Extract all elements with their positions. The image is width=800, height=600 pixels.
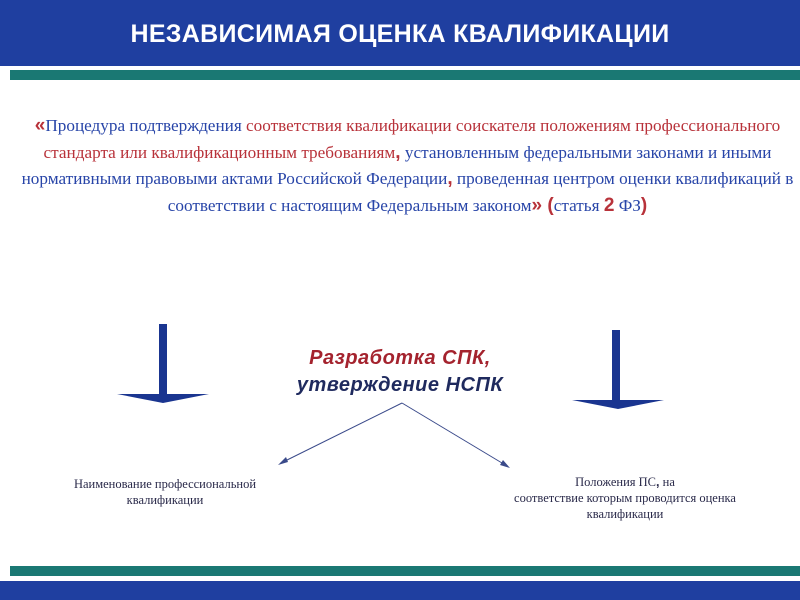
quote-law: ФЗ	[614, 195, 641, 215]
left-caption-line-1: Наименование профессиональной	[73, 477, 257, 491]
left-down-arrow-icon	[117, 324, 209, 403]
right-down-arrow-icon	[572, 330, 664, 409]
right-caption	[470, 474, 780, 522]
center-process-label	[230, 345, 570, 399]
right-caption-line-1	[470, 474, 780, 490]
page-title: НЕЗАВИСИМАЯ ОЦЕНКА КВАЛИФИКАЦИИ	[130, 20, 670, 48]
quote-open-paren: (	[542, 194, 554, 216]
footer-accent-stripe	[10, 566, 800, 576]
right-caption-line-1b: на	[659, 475, 675, 489]
quote-close-paren: )	[640, 194, 648, 216]
right-caption-line-3: квалификации	[586, 507, 664, 521]
quote-comma-1: ,	[395, 141, 401, 163]
center-label-line-2: утверждение НСПК	[296, 374, 504, 396]
left-caption-line-2: квалификации	[126, 493, 204, 507]
right-caption-comma: ,	[656, 475, 660, 489]
quote-open-mark: «	[34, 115, 46, 136]
quote-comma-2: ,	[447, 168, 453, 189]
branch-connector	[278, 403, 510, 468]
quote-part-3: установленным федеральными законами и иными нормативными правовыми актами Российской Федерации	[21, 142, 772, 188]
quote-article: статья	[553, 195, 604, 215]
footer-bar	[0, 581, 800, 600]
quote-part-1: Процедура подтверждения	[45, 116, 247, 135]
center-label-line-1: Разработка СПК,	[309, 347, 491, 369]
quote-part-4: проведенная центром оценки квалификаций в соответствии с настоящим Федеральным законом	[167, 169, 794, 215]
quote-article-number: 2	[603, 194, 615, 216]
right-caption-line-2: соответствие которым проводится оценка	[514, 491, 736, 505]
left-caption	[30, 476, 300, 508]
right-caption-line-1a: Положения ПС	[575, 475, 657, 489]
quote-close-mark: »	[531, 194, 543, 216]
quote-part-2: соответствия квалификации соискателя положениям профессионального стандарта или квалификационным требованиям	[43, 116, 781, 162]
